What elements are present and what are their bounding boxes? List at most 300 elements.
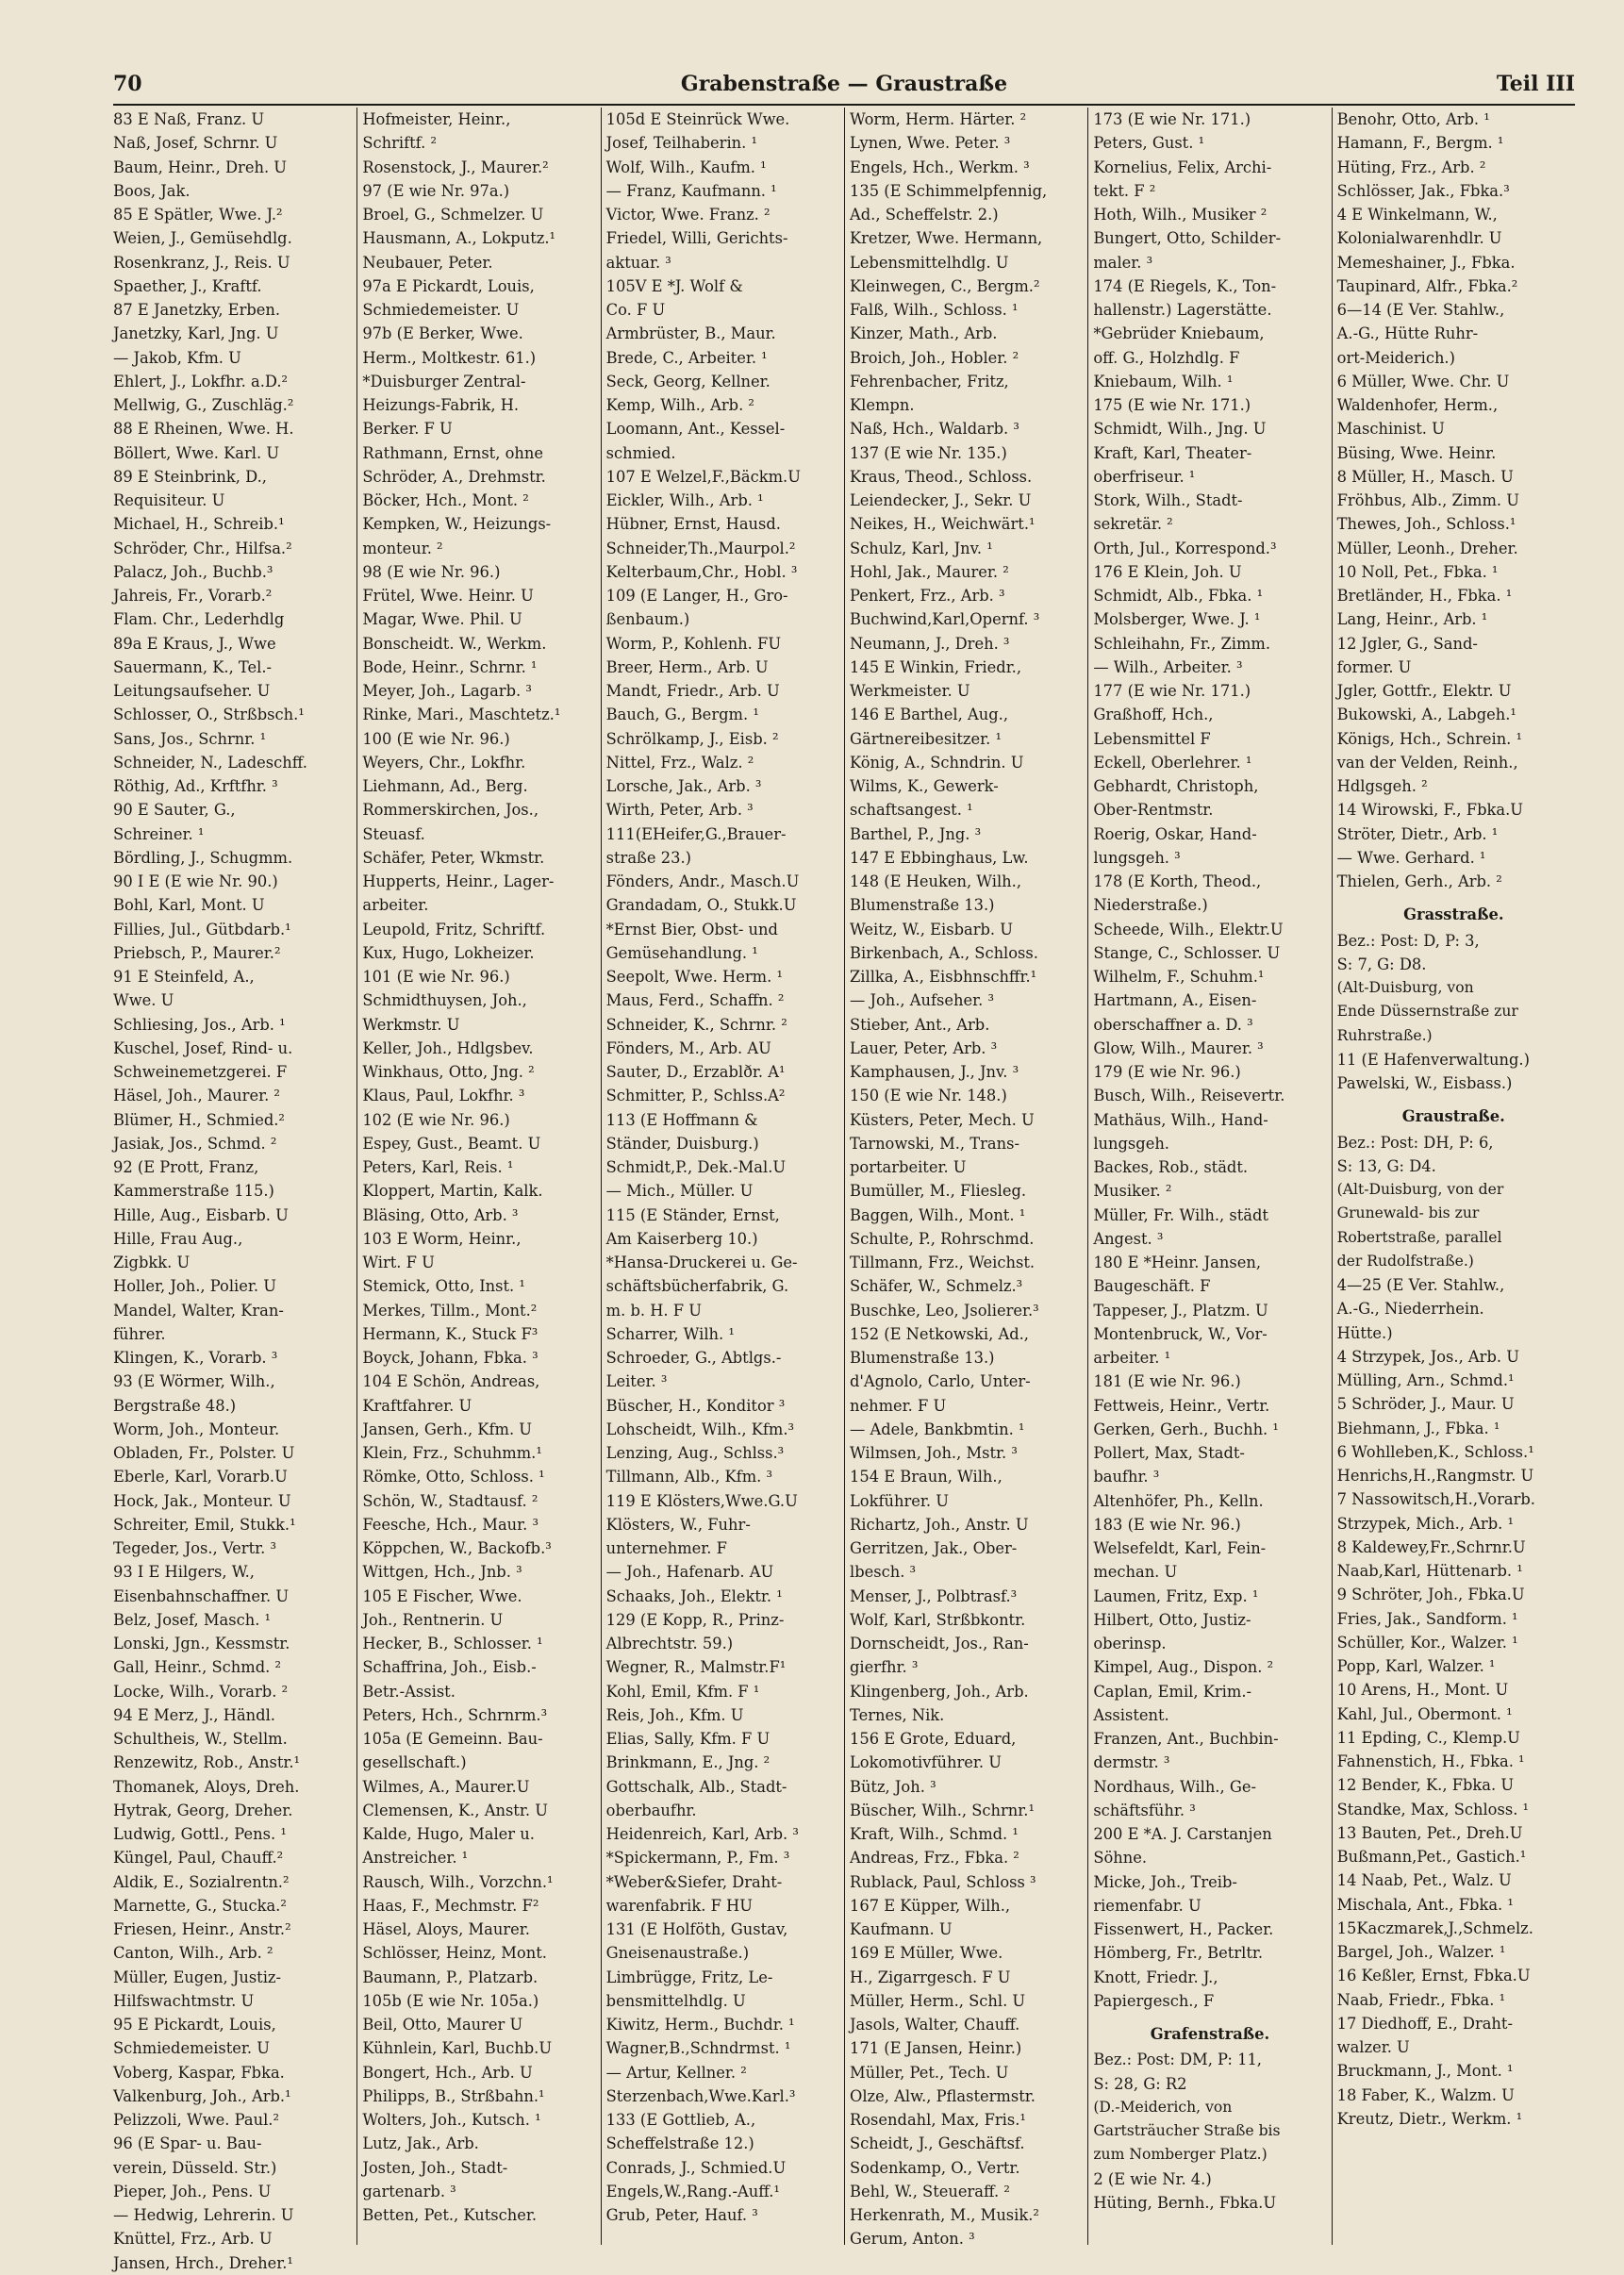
directory-entry: 7 Nassowitsch,H.,Vorarb. [1336, 1490, 1535, 1509]
directory-entry: Pieper, Joh., Pens. U [113, 2182, 272, 2200]
directory-entry: arbeiter. [362, 896, 429, 915]
directory-entry: Fehrenbacher, Fritz, [849, 372, 1009, 390]
directory-entry: *Gebrüder Kniebaum, [1093, 324, 1265, 343]
directory-entry: Haas, F., Mechmstr. F² [362, 1896, 539, 1915]
directory-entry: Böllert, Wwe. Karl. U [113, 443, 280, 462]
directory-entry: Brinkmann, E., Jng. ² [605, 1753, 771, 1772]
directory-entry: 97b (E Berker, Wwe. [362, 324, 523, 343]
directory-entry: Schreiter, Emil, Stukk.¹ [113, 1515, 296, 1534]
column-6 [1332, 108, 1575, 2245]
directory-entry: Gottschalk, Alb., Stadt- [605, 1777, 787, 1796]
directory-entry: Schultheis, W., Stellm. [113, 1730, 288, 1748]
directory-entry: Musiker. ² [1093, 1182, 1172, 1201]
directory-entry: Hilfswachtmstr. U [113, 1991, 255, 2010]
directory-entry: Schrölkamp, J., Eisb. ² [605, 729, 779, 748]
directory-entry: 135 (E Schimmelpfennig, [849, 181, 1048, 200]
directory-entry: m. b. H. F U [605, 1301, 702, 1320]
street-location-note: Grunewald- bis zur [1336, 1204, 1480, 1222]
directory-entry: Hecker, B., Schlosser. ¹ [362, 1635, 543, 1652]
directory-entry: Peters, Karl, Reis. ¹ [362, 1158, 514, 1176]
directory-entry: Kammerstraße 115.) [113, 1182, 274, 1201]
directory-entry: 97a E Pickardt, Louis, [362, 276, 535, 295]
directory-entry: Tarnowski, M., Trans- [849, 1134, 1019, 1153]
directory-entry: Loomann, Ant., Kessel- [605, 420, 786, 439]
directory-entry: Falß, Wilh., Schloss. ¹ [849, 301, 1019, 319]
street-location-note: zum Nomberger Platz.) [1093, 2146, 1268, 2164]
directory-entry: Sterzenbach,Wwe.Karl.³ [605, 2086, 796, 2105]
directory-entry: Popp, Karl, Walzer. ¹ [1336, 1657, 1496, 1675]
street-location-note: Ende Düssernstraße zur [1336, 1003, 1518, 1021]
directory-entry: Bode, Heinr., Schrnr. ¹ [362, 657, 538, 676]
directory-entry: Olze, Alw., Pflastermstr. [849, 2086, 1036, 2105]
directory-entry: Maschinist. U [1336, 420, 1445, 439]
directory-entry: Schneider,Th.,Maurpol.² [605, 539, 796, 557]
directory-entry: gartenarb. ³ [362, 2182, 456, 2200]
directory-entry: A.-G., Hütte Ruhr- [1336, 324, 1479, 343]
directory-entry: Zigbkk. U [113, 1254, 191, 1271]
directory-entry: Roerig, Oskar, Hand- [1093, 824, 1257, 843]
directory-entry: Jahreis, Fr., Vorarb.² [113, 587, 273, 605]
directory-entry: Stemick, Otto, Inst. ¹ [362, 1277, 525, 1296]
directory-entry: Fissenwert, H., Packer. [1093, 1920, 1274, 1938]
directory-entry: Schulz, Karl, Jnv. ¹ [849, 539, 993, 557]
directory-entry: straße 23.) [605, 848, 691, 867]
directory-entry: Lauer, Peter, Arb. ³ [849, 1038, 998, 1057]
directory-entry: — Joh., Aufseher. ³ [849, 991, 995, 1010]
directory-entry: 4 E Winkelmann, W., [1336, 206, 1498, 224]
directory-entry: Brede, C., Arbeiter. ¹ [605, 348, 768, 367]
directory-entry: Waldenhofer, Herm., [1336, 396, 1499, 414]
directory-entry: schäftsführ. ³ [1093, 1801, 1196, 1819]
directory-entry: Conrads, J., Schmied.U [605, 2158, 787, 2177]
directory-entry: Berker. F U [362, 420, 453, 439]
directory-entry: Voberg, Kaspar, Fbka. [113, 2063, 285, 2082]
directory-entry: 92 (E Prott, Franz, [113, 1158, 259, 1176]
directory-entry: Gemüsehandlung. ¹ [605, 943, 758, 962]
street-heading: Grafenstraße. [1150, 2025, 1270, 2043]
directory-entry: nehmer. F U [849, 1396, 947, 1415]
directory-entry: 85 E Spätler, Wwe. J.² [113, 206, 283, 224]
directory-entry: Schröder, Chr., Hilfsa.² [113, 539, 292, 557]
directory-entry: Menser, J., Polbtrasf.³ [849, 1586, 1018, 1605]
directory-entry: Blumenstraße 13.) [849, 1349, 995, 1367]
directory-entry: Hütte.) [1336, 1323, 1393, 1342]
directory-entry: Kolonialwarenhdlr. U [1336, 229, 1502, 248]
directory-entry: Barthel, P., Jng. ³ [849, 824, 982, 843]
directory-entry: baufhr. ³ [1093, 1468, 1160, 1486]
directory-entry: Bumüller, M., Fliesleg. [849, 1182, 1027, 1201]
directory-entry: Stieber, Ant., Arb. [849, 1015, 990, 1034]
directory-entry: Klingenberg, Joh., Arb. [849, 1682, 1029, 1701]
directory-entry: Bretländer, H., Fbka. ¹ [1336, 587, 1513, 605]
directory-entry: Weyers, Chr., Lokfhr. [362, 753, 526, 772]
directory-entry: Schmiedemeister. U [113, 2039, 270, 2058]
directory-entry: Schäfer, W., Schmelz.³ [849, 1277, 1023, 1296]
directory-entry: Belz, Josef, Masch. ¹ [113, 1610, 272, 1629]
directory-entry: gierfhr. ³ [849, 1658, 919, 1677]
directory-entry: Philipps, B., Strßbahn.¹ [362, 2086, 545, 2105]
directory-entry: Wilhelm, F., Schuhm.¹ [1093, 968, 1265, 986]
directory-entry: Kemp, Wilh., Arb. ² [605, 396, 754, 414]
directory-entry: Jgler, Gottfr., Elektr. U [1336, 682, 1512, 700]
directory-entry: lbesch. ³ [849, 1563, 917, 1582]
district-info: S: 7, G: D8. [1336, 955, 1427, 973]
directory-entry: — Hedwig, Lehrerin. U [113, 2206, 294, 2224]
directory-entry: Elias, Sally, Kfm. F U [605, 1730, 771, 1748]
directory-entry: König, A., Schndrin. U [849, 753, 1024, 772]
directory-entry: Locke, Wilh., Vorarb. ² [113, 1682, 289, 1701]
directory-entry: Rommerskirchen, Jos., [362, 801, 539, 820]
header-rule [113, 104, 1575, 106]
directory-entry: Caplan, Emil, Krim.- [1093, 1682, 1252, 1701]
directory-entry: 129 (E Kopp, R., Prinz- [605, 1610, 785, 1629]
directory-entry: Schmiedemeister. U [362, 301, 520, 319]
directory-entry: 83 E Naß, Franz. U [113, 110, 265, 128]
directory-entry: Aldik, E., Sozialrentn.² [113, 1872, 290, 1891]
directory-entry: Kraus, Theod., Schloss. [849, 467, 1033, 486]
directory-entry: Bohl, Karl, Mont. U [113, 896, 265, 915]
directory-entry: Fettweis, Heinr., Vertr. [1093, 1396, 1270, 1415]
directory-entry: Klempn. [849, 396, 915, 414]
directory-entry: Papiergesch., F [1093, 1991, 1215, 2010]
directory-entry: Müller, Eugen, Justiz- [113, 1968, 282, 1986]
directory-entry: Rublack, Paul, Schloss ³ [849, 1872, 1036, 1891]
directory-entry: Hille, Aug., Eisbarb. U [113, 1205, 289, 1224]
column-2 [356, 108, 600, 2245]
directory-entry: Kamphausen, J., Jnv. ³ [849, 1063, 1019, 1081]
directory-entry: Lutz, Jak., Arb. [362, 2134, 479, 2153]
directory-entry: *Hansa-Druckerei u. Ge- [605, 1254, 798, 1271]
directory-entry: Sauermann, K., Tel.- [113, 657, 273, 676]
directory-entry: *Spickermann, P., Fm. ³ [605, 1849, 790, 1868]
directory-entry: Mülling, Arn., Schmd.¹ [1336, 1371, 1515, 1389]
directory-entry: Betr.-Assist. [362, 1682, 456, 1701]
directory-entry: Klein, Frz., Schuhmm.¹ [362, 1444, 542, 1462]
directory-entry: Kahl, Jul., Obermont. ¹ [1336, 1704, 1513, 1723]
column-5 [1087, 108, 1331, 2245]
directory-entry: 105b (E wie Nr. 105a.) [362, 1991, 539, 2010]
directory-entry: gesellschaft.) [362, 1753, 467, 1772]
directory-entry: Wirth, Peter, Arb. ³ [605, 801, 754, 820]
directory-entry: tekt. F ² [1093, 181, 1156, 200]
directory-entry: 152 (E Netkowski, Ad., [849, 1324, 1029, 1343]
directory-entry: Thewes, Joh., Schloss.¹ [1336, 515, 1516, 534]
directory-entry: 4 Strzypek, Jos., Arb. U [1336, 1347, 1519, 1366]
directory-entry: *Duisburger Zentral- [362, 372, 526, 390]
directory-entry: 181 (E wie Nr. 96.) [1093, 1372, 1241, 1391]
directory-entry: Benohr, Otto, Arb. ¹ [1336, 110, 1490, 128]
directory-entry: Lebensmittel F [1093, 729, 1211, 748]
directory-entry: Mandel, Walter, Kran- [113, 1301, 284, 1320]
directory-entry: Blumenstraße 13.) [849, 896, 995, 915]
directory-entry: Orth, Jul., Korrespond.³ [1093, 539, 1277, 557]
directory-entry: Engels, Hch., Werkm. ³ [849, 158, 1030, 176]
directory-entry: Wolf, Karl, Strßbkontr. [849, 1610, 1026, 1629]
directory-entry: Schleihahn, Fr., Zimm. [1093, 634, 1271, 653]
directory-entry: Herm., Moltkestr. 61.) [362, 348, 537, 367]
directory-entry: Bauch, G., Bergm. ¹ [605, 706, 759, 724]
directory-entry: Kux, Hugo, Lokheizer. [362, 943, 535, 962]
directory-entry: Wolters, Joh., Kutsch. ¹ [362, 2111, 541, 2129]
directory-entry: Wittgen, Hch., Jnb. ³ [362, 1563, 522, 1582]
directory-entry: Klösters, W., Fuhr- [605, 1515, 751, 1534]
directory-entry: Betten, Pet., Kutscher. [362, 2206, 538, 2224]
directory-entry: Kohl, Emil, Kfm. F ¹ [605, 1682, 760, 1701]
directory-entry: Schweinemetzgerei. F [113, 1063, 288, 1081]
directory-entry: Schmidt,P., Dek.-Mal.U [605, 1158, 787, 1176]
directory-entry: aktuar. ³ [605, 253, 671, 272]
column-3 [601, 108, 844, 2245]
directory-entry: Müller, Fr. Wilh., städt [1093, 1205, 1268, 1224]
directory-entry: Flam. Chr., Lederhdlg [113, 610, 285, 629]
directory-entry: Fröhbus, Alb., Zimm. U [1336, 491, 1520, 509]
directory-entry: Buschke, Leo, Jsolierer.³ [849, 1301, 1039, 1320]
directory-entry: Thomanek, Aloys, Dreh. [113, 1777, 300, 1796]
directory-entry: dermstr. ³ [1093, 1753, 1170, 1772]
directory-entry: Wwe. U [113, 991, 174, 1010]
directory-entry: 12 Jgler, G., Sand- [1336, 634, 1478, 653]
directory-entry: 146 E Barthel, Aug., [849, 706, 1008, 724]
directory-entry: Pelizzoli, Wwe. Paul.² [113, 2111, 279, 2129]
directory-entry: Hüting, Bernh., Fbka.U [1093, 2193, 1277, 2212]
directory-entry: Schmidt, Alb., Fbka. ¹ [1093, 587, 1264, 605]
directory-entry: Backes, Rob., städt. [1093, 1158, 1249, 1176]
directory-entry: 91 E Steinfeld, A., [113, 968, 255, 986]
directory-entry: Lohscheidt, Wilh., Kfm.³ [605, 1420, 795, 1438]
directory-entry: bensmittelhdlg. U [605, 1991, 746, 2010]
directory-entry: Keller, Joh., Hdlgsbev. [362, 1038, 534, 1057]
directory-entry: Gerritzen, Jak., Ober- [849, 1539, 1018, 1557]
directory-entry: Espey, Gust., Beamt. U [362, 1134, 541, 1153]
directory-entry: Hupperts, Heinr., Lager- [362, 872, 555, 890]
directory-entry: Fönders, M., Arb. AU [605, 1038, 771, 1057]
directory-entry: 154 E Braun, Wilh., [849, 1468, 1003, 1486]
directory-entry: Schüller, Kor., Walzer. ¹ [1336, 1633, 1518, 1652]
directory-entry: Bruckmann, J., Mont. ¹ [1336, 2062, 1514, 2081]
directory-entry: Tillmann, Frz., Weichst. [849, 1254, 1036, 1271]
directory-entry: Glow, Wilh., Maurer. ³ [1093, 1038, 1264, 1057]
directory-entry: Frütel, Wwe. Heinr. U [362, 587, 534, 605]
directory-entry: Tegeder, Jos., Vertr. ³ [113, 1539, 276, 1557]
directory-entry: Lynen, Wwe. Peter. ³ [849, 134, 1011, 153]
directory-entry: 98 (E wie Nr. 96.) [362, 562, 501, 581]
directory-entry: 105 E Fischer, Wwe. [362, 1586, 522, 1605]
directory-entry: Peters, Hch., Schrnrm.³ [362, 1705, 548, 1724]
directory-entry: Heizungs-Fabrik, H. [362, 396, 520, 414]
directory-entry: Penkert, Frz., Arb. ³ [849, 587, 1005, 605]
directory-entry: Wilms, K., Gewerk- [849, 777, 999, 795]
directory-entry: Leupold, Fritz, Schriftf. [362, 920, 546, 938]
directory-entry: Bläsing, Otto, Arb. ³ [362, 1205, 519, 1224]
directory-entry: Wilmes, A., Maurer.U [362, 1777, 530, 1796]
directory-entry: 6 Müller, Wwe. Chr. U [1336, 372, 1510, 390]
directory-entry: verein, Düsseld. Str.) [113, 2158, 277, 2177]
directory-entry: Boos, Jak. [113, 181, 191, 200]
directory-entry: Kühnlein, Karl, Buchb.U [362, 2039, 553, 2058]
directory-entry: ßenbaum.) [605, 610, 690, 629]
directory-entry: Dornscheidt, Jos., Ran- [849, 1635, 1029, 1652]
directory-entry: Schlosser, O., Strßbsch.¹ [113, 706, 305, 724]
directory-entry: 10 Arens, H., Mont. U [1336, 1681, 1509, 1700]
directory-entry: hallenstr.) Lagerstätte. [1093, 301, 1272, 319]
directory-entry: warenfabrik. F HU [605, 1896, 753, 1915]
directory-entry: former. U [1336, 657, 1412, 676]
directory-entry: — Wilh., Arbeiter. ³ [1093, 657, 1243, 676]
directory-entry: Gneisenaustraße.) [605, 1944, 750, 1963]
directory-entry: Ströter, Dietr., Arb. ¹ [1336, 824, 1499, 843]
directory-entry: Lonski, Jgn., Kessmstr. [113, 1635, 290, 1652]
directory-entry: 156 E Grote, Eduard, [849, 1730, 1017, 1748]
directory-entry: *Weber&Siefer, Draht- [605, 1872, 783, 1891]
district-info: Bez.: Post: D, P: 3, [1336, 931, 1480, 950]
directory-entry: Bungert, Otto, Schilder- [1093, 229, 1282, 248]
directory-entry: 176 E Klein, Joh. U [1093, 562, 1242, 581]
directory-entry: *Ernst Bier, Obst- und [605, 920, 778, 938]
directory-entry: Bördling, J., Schugmm. [113, 848, 293, 867]
directory-entry: Naab, Friedr., Fbka. ¹ [1336, 1990, 1506, 2009]
directory-entry: Taupinard, Alfr., Fbka.² [1336, 276, 1518, 295]
directory-entry: Hübner, Ernst, Hausd. [605, 515, 781, 534]
directory-entry: 179 (E wie Nr. 96.) [1093, 1063, 1241, 1081]
directory-entry: lungsgeh. [1093, 1134, 1169, 1153]
directory-entry: Rosenkranz, J., Reis. U [113, 253, 290, 272]
directory-entry: Schneider, K., Schrnr. ² [605, 1015, 787, 1034]
directory-entry: Bongert, Hch., Arb. U [362, 2063, 533, 2082]
directory-entry: Jasols, Walter, Chauff. [849, 2016, 1020, 2034]
directory-entry: Hoth, Wilh., Musiker ² [1093, 206, 1268, 224]
directory-entry: Eberle, Karl, Vorarb.U [113, 1468, 288, 1486]
page-title: Grabenstraße — Graustraße [680, 72, 1008, 96]
directory-entry: 93 I E Hilgers, W., [113, 1563, 255, 1582]
directory-entry: Hartmann, A., Eisen- [1093, 991, 1257, 1010]
directory-entry: schäftsbücherfabrik, G. [605, 1277, 789, 1296]
directory-entry: Meyer, Joh., Lagarb. ³ [362, 682, 532, 700]
directory-entry: d'Agnolo, Carlo, Unter- [849, 1372, 1031, 1391]
directory-entry: Montenbruck, W., Vor- [1093, 1324, 1268, 1343]
directory-entry: 104 E Schön, Andreas, [362, 1372, 540, 1391]
district-info: Bez.: Post: DH, P: 6, [1336, 1133, 1494, 1152]
directory-entry: Fries, Jak., Sandform. ¹ [1336, 1609, 1518, 1628]
directory-entry: Hock, Jak., Monteur. U [113, 1491, 291, 1510]
directory-entry: Jansen, Gerh., Kfm. U [362, 1420, 533, 1438]
directory-entry: Fahnenstich, H., Fbka. ¹ [1336, 1752, 1525, 1770]
directory-entry: 6 Wohlleben,K., Schloss.¹ [1336, 1442, 1534, 1461]
directory-entry: Hömberg, Fr., Betrltr. [1093, 1944, 1264, 1963]
directory-entry: 14 Wirowski, F., Fbka.U [1336, 801, 1523, 820]
directory-entry: Steuasf. [362, 824, 425, 843]
street-location-note: der Rudolfstraße.) [1336, 1252, 1474, 1270]
directory-entry: Kaufmann. U [849, 1920, 953, 1938]
directory-entry: Tillmann, Alb., Kfm. ³ [605, 1468, 773, 1486]
street-location-note: Gartsträucher Straße bis [1093, 2122, 1281, 2139]
directory-entry: Rathmann, Ernst, ohne [362, 443, 543, 462]
directory-entry: Stange, C., Schlosser. U [1093, 943, 1281, 962]
directory-entry: Hofmeister, Heinr., [362, 110, 511, 128]
directory-entry: Scheede, Wilh., Elektr.U [1093, 920, 1284, 938]
directory-entry: Jansen, Hrch., Dreher.¹ [113, 2253, 293, 2272]
directory-entry: Broel, G., Schmelzer. U [362, 206, 544, 224]
directory-entry: portarbeiter. U [849, 1158, 967, 1176]
directory-entry: lungsgeh. ³ [1093, 848, 1181, 867]
street-location-note: Ruhrstraße.) [1336, 1026, 1433, 1044]
directory-entry: Friesen, Heinr., Anstr.² [113, 1920, 291, 1938]
directory-entry: 14 Naab, Pet., Walz. U [1336, 1871, 1512, 1890]
directory-entry: Scheffelstraße 12.) [605, 2134, 754, 2153]
directory-entry: Schaaks, Joh., Elektr. ¹ [605, 1586, 783, 1605]
directory-entry: Schroeder, G., Abtlgs.- [605, 1349, 782, 1367]
district-info: S: 28, G: R2 [1093, 2074, 1187, 2093]
directory-entry: mechan. U [1093, 1563, 1178, 1582]
directory-entry: 105a (E Gemeinn. Bau- [362, 1730, 543, 1748]
directory-entry: Wilmsen, Joh., Mstr. ³ [849, 1444, 1018, 1462]
directory-entry: Schröder, A., Drehmstr. [362, 467, 546, 486]
directory-entry: Eckell, Oberlehrer. ¹ [1093, 753, 1252, 772]
directory-entry: Schmidt, Wilh., Jng. U [1093, 420, 1267, 439]
directory-entry: 133 (E Gottlieb, A., [605, 2111, 756, 2129]
directory-entry: Anstreicher. ¹ [362, 1849, 469, 1868]
directory-entry: Wirt. F U [362, 1254, 435, 1271]
directory-entry: 150 (E wie Nr. 148.) [849, 1087, 1007, 1105]
directory-entry: Merkes, Tillm., Mont.² [362, 1301, 538, 1320]
directory-columns [113, 108, 1575, 2272]
directory-entry: sekretär. ² [1093, 515, 1173, 534]
directory-entry: Schlösser, Jak., Fbka.³ [1336, 181, 1510, 200]
directory-entry: 173 (E wie Nr. 171.) [1093, 110, 1251, 128]
directory-entry: Angest. ³ [1093, 1229, 1164, 1248]
directory-entry: Blümer, H., Schmied.² [113, 1110, 285, 1129]
directory-entry: Neikes, H., Weichwärt.¹ [849, 515, 1036, 534]
directory-entry: Maus, Ferd., Schaffn. ² [605, 991, 785, 1010]
directory-entry: Wagner,B.,Schndrmst. ¹ [605, 2039, 791, 2058]
directory-entry: 167 E Küpper, Wilh., [849, 1896, 1011, 1915]
directory-entry: 12 Bender, K., Fbka. U [1336, 1776, 1515, 1795]
directory-entry: — Artur, Kellner. ² [605, 2063, 747, 2082]
directory-entry: arbeiter. ¹ [1093, 1349, 1171, 1367]
directory-entry: Engels,W.,Rang.-Auff.¹ [605, 2182, 780, 2200]
directory-entry: Altenhöfer, Ph., Kelln. [1093, 1491, 1264, 1510]
part-label: Teil III [1496, 72, 1575, 96]
directory-entry: 90 E Sauter, G., [113, 801, 236, 820]
district-info: Bez.: Post: DM, P: 11, [1093, 2051, 1262, 2069]
directory-entry: 94 E Merz, J., Händl. [113, 1705, 275, 1724]
directory-entry: Janetzky, Karl, Jng. U [113, 324, 279, 343]
directory-entry: Schulte, P., Rohrschmd. [849, 1229, 1035, 1248]
directory-entry: — Mich., Müller. U [605, 1182, 754, 1201]
directory-entry: Worm, Herm. Härter. ² [849, 110, 1027, 128]
directory-entry: Kleinwegen, C., Bergm.² [849, 276, 1040, 295]
directory-entry: Kempken, W., Heizungs- [362, 515, 552, 534]
directory-entry: Pollert, Max, Stadt- [1093, 1444, 1245, 1462]
directory-entry: führer. [113, 1324, 166, 1343]
directory-entry: Müller, Herm., Schl. U [849, 1991, 1026, 2010]
directory-entry: Rosenstock, J., Maurer.² [362, 158, 549, 176]
directory-entry: 8 Kaldewey,Fr.,Schrnr.U [1336, 1537, 1526, 1556]
directory-entry: Am Kaiserberg 10.) [605, 1229, 758, 1248]
directory-entry: Eickler, Wilh., Arb. ¹ [605, 491, 764, 509]
directory-entry: Lokomotivführer. U [849, 1753, 1002, 1772]
directory-entry: Assistent. [1093, 1705, 1169, 1724]
directory-entry: Kelterbaum,Chr., Hobl. ³ [605, 562, 798, 581]
directory-entry: 5 Schröder, J., Maur. U [1336, 1395, 1515, 1414]
directory-entry: Zillka, A., Eisbhnschffr.¹ [849, 968, 1037, 986]
directory-entry: — Jakob, Kfm. U [113, 348, 241, 367]
directory-entry: Leiter. ³ [605, 1372, 668, 1391]
directory-entry: 89 E Steinbrink, D., [113, 467, 267, 486]
directory-entry: Naab,Karl, Hüttenarb. ¹ [1336, 1562, 1523, 1580]
directory-entry: Baggen, Wilh., Mont. ¹ [849, 1205, 1026, 1224]
directory-entry: Requisiteur. U [113, 491, 225, 509]
directory-entry: Kiwitz, Herm., Buchdr. ¹ [605, 2016, 795, 2034]
